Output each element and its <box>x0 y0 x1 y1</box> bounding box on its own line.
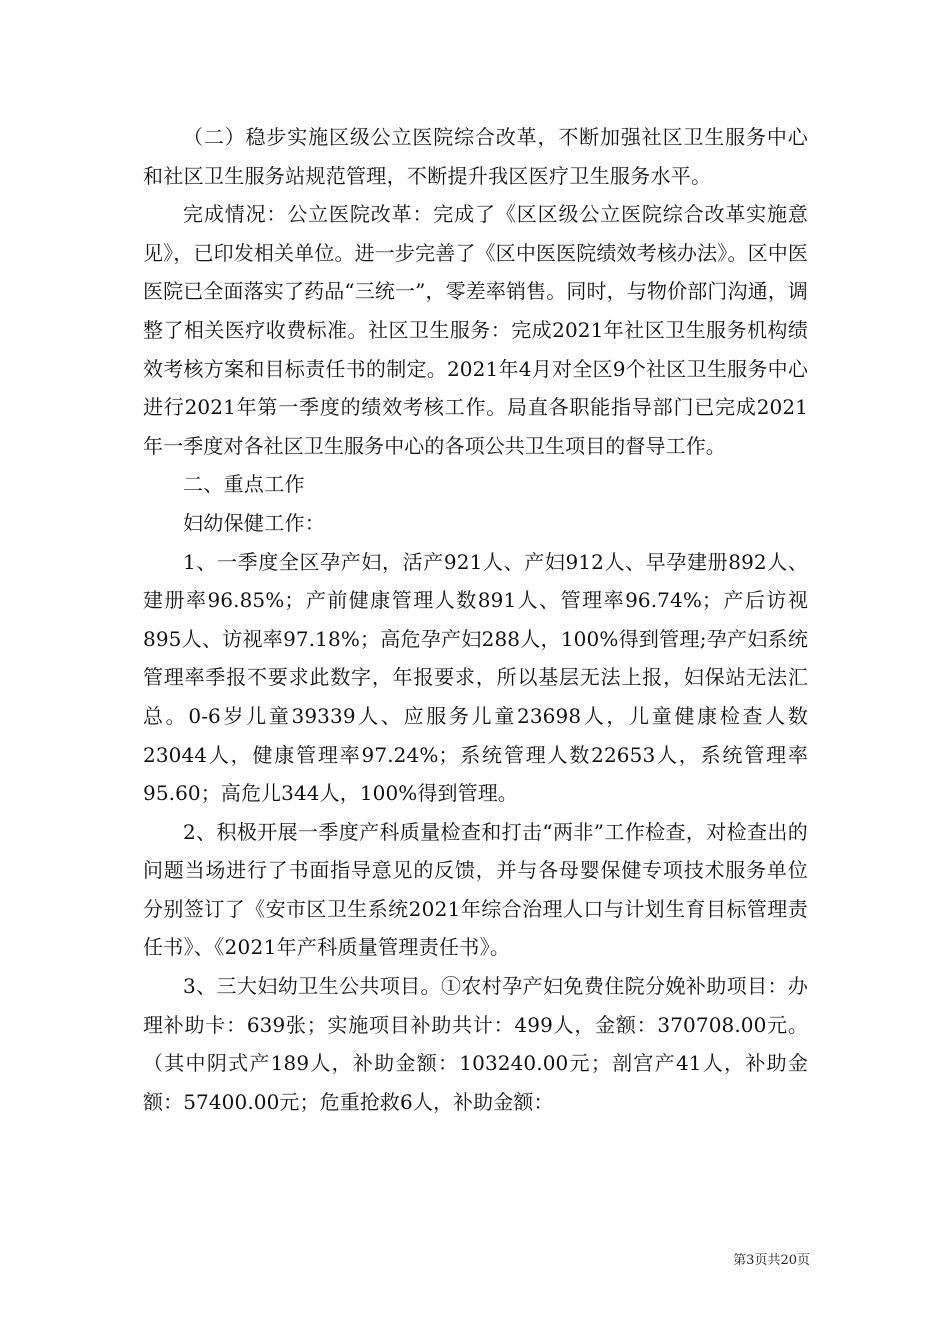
paragraph-reform-goal: （二）稳步实施区级公立医院综合改革，不断加强社区卫生服务中心和社区卫生服务站规范管理，不断提升我区医疗卫生服务水平。 <box>143 125 808 188</box>
paragraph-item-2-inspection: 2、积极开展一季度产科质量检查和打击“两非”工作检查，对检查出的问题当场进行了书面指导意见的反馈，并与各母婴保健专项技术服务单位分别签订了《安市区卫生系统2021年综合治理人口与计划生育目标管理责任书》、《2021年产科质量管理责任书》。 <box>143 819 808 960</box>
document-body <box>143 118 808 1121</box>
paragraph-item-1-statistics: 1、一季度全区孕产妇，活产921人、产妇912人、早孕建册892人、建册率96.85%；产前健康管理人数891人、管理率96.74%；产后访视895人、访视率97.18%；高危孕产妇288人，100%得到管理;孕产妇系统管理率季报不要求此数字，年报要求，所以基层无法上报，妇保站无法汇总。0-6岁儿童39339人、应服务儿童23698人，儿童健康检查人数23044人，健康管理率97.24%；系统管理人数22653人，系统管理率95.60；高危儿344人，100%得到管理。 <box>143 549 808 806</box>
page-number-footer: 第3页共20页 <box>733 1253 810 1268</box>
section-heading-key-work: 二、重点工作 <box>183 472 305 497</box>
paragraph-item-3-public-projects: 3、三大妇幼卫生公共项目。①农村孕产妇免费住院分娩补助项目：办理补助卡：639张；实施项目补助共计：499人，金额：370708.00元。（其中阴式产189人，补助金额：103240.00元；剖宫产41人，补助金额：57400.00元；危重抢救6人，补助金额： <box>143 974 808 1114</box>
subheading-maternal-child-health: 妇幼保健工作： <box>183 510 326 535</box>
paragraph-completion-status: 完成情况：公立医院改革：完成了《区区级公立医院综合改革实施意见》，已印发相关单位。进一步完善了《区中医医院绩效考核办法》。区中医医院已全面落实了药品“三统一”，零差率销售。同时，与物价部门沟通，调整了相关医疗收费标准。社区卫生服务：完成2021年社区卫生服务机构绩效考核方案和目标责任书的制定。2021年4月对全区9个社区卫生服务中心进行2021年第一季度的绩效考核工作。局直各职能指导部门已完成2021年一季度对各社区卫生服务中心的各项公共卫生项目的督导工作。 <box>143 202 808 458</box>
